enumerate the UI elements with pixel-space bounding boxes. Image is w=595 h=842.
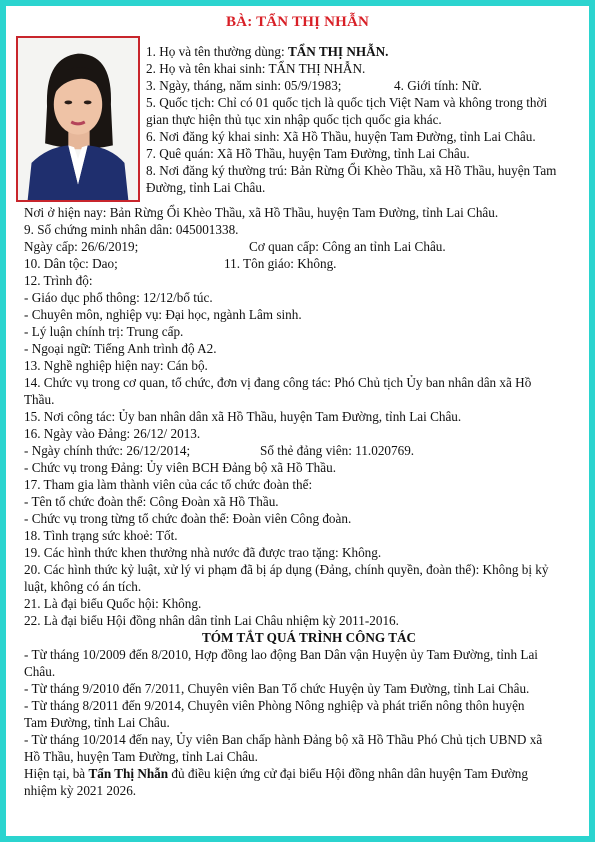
conclusion-line-b: nhiệm kỳ 2021 2026. [24, 783, 137, 798]
national-assembly: 21. Là đại biểu Quốc hội: Không. [24, 596, 202, 611]
current-residence: Nơi ở hiện nay: Bản Rừng Ổi Khèo Thầu, xã Hồ Thầu, huyện Tam Đường, tỉnh Lai Châu. [24, 205, 499, 220]
common-name-value: TẨN THỊ NHẪN. [287, 44, 389, 59]
common-name-label: 1. Họ và tên thường dùng: [146, 44, 288, 59]
page-title: BÀ: TẨN THỊ NHẪN [225, 14, 370, 30]
occupation: 13. Nghề nghiệp hiện nay: Cán bộ. [24, 358, 208, 373]
career-2: - Từ tháng 9/2010 đến 7/2011, Chuyên viên Ban Tổ chức Huyện ủy Tam Đường, tỉnh Lai Châu. [24, 681, 530, 696]
education-professional: - Chuyên môn, nghiệp vụ: Đại học, ngành Lâm sinh. [24, 307, 302, 322]
education-political: - Lý luận chính trị: Trung cấp. [24, 324, 184, 339]
line-5b: gian thực hiện thủ tục xin nhập quốc tịch quốc gia khác. [146, 112, 442, 127]
line-8b: Đường, tỉnh Lai Châu. [146, 180, 266, 195]
health-status: 18. Tình trạng sức khoẻ: Tốt. [24, 528, 178, 543]
conclusion-prefix: Hiện tại, bà [24, 766, 89, 781]
awards: 19. Các hình thức khen thưởng nhà nước đã được trao tặng: Không. [24, 545, 382, 560]
education-language: - Ngoại ngữ: Tiếng Anh trình độ A2. [24, 341, 217, 356]
id-number: 9. Số chứng minh nhân dân: 045001338. [24, 222, 239, 237]
line-5a: 5. Quốc tịch: Chỉ có 01 quốc tịch là quốc tịch Việt Nam và không trong thời [146, 95, 548, 110]
gender: 4. Giới tính: Nữ. [394, 78, 482, 93]
career-3b: Tam Đường, tỉnh Lai Châu. [24, 715, 170, 730]
party-join-date: 16. Ngày vào Đảng: 26/12/ 2013. [24, 426, 201, 441]
ethnicity-religion [24, 255, 594, 272]
career-1a: - Từ tháng 10/2009 đến 8/2010, Hợp đồng lao động Ban Dân vận Huyện ủy Tam Đường, tỉnh Lai [24, 647, 538, 662]
party-card-number: Số thẻ đảng viên: 11.020769. [260, 443, 415, 458]
birth-date: 3. Ngày, tháng, năm sinh: 05/9/1983; [146, 78, 342, 93]
ethnicity: 10. Dân tộc: Dao; [24, 256, 118, 271]
id-issue [24, 238, 594, 255]
line-6: 6. Nơi đăng ký khai sinh: Xã Hồ Thầu, huyện Tam Đường, tỉnh Lai Châu. [146, 129, 536, 144]
summary-title: TÓM TẮT QUÁ TRÌNH CÔNG TÁC [201, 630, 417, 645]
personal-info-body [24, 204, 594, 799]
party-official [24, 442, 594, 459]
conclusion-text: đủ điều kiện ứng cử đại biểu Hội đồng nhân dân huyện Tam Đường [168, 766, 528, 781]
official-date: - Ngày chính thức: 26/12/2014; [24, 443, 191, 458]
line-2: 2. Họ và tên khai sinh: TẨN THỊ NHẪN. [146, 61, 366, 76]
workplace: 15. Nơi công tác: Ủy ban nhân dân xã Hồ Thầu, huyện Tam Đường, tỉnh Lai Châu. [24, 409, 462, 424]
career-4a: - Từ tháng 10/2014 đến nay, Ủy viên Ban chấp hành Đảng bộ xã Hồ Thầu Phó Chủ tịch UBND xã [24, 732, 543, 747]
religion: 11. Tôn giáo: Không. [224, 256, 337, 271]
education-general: - Giáo dục phổ thông: 12/12/bổ túc. [24, 290, 213, 305]
line-7: 7. Quê quán: Xã Hồ Thầu, huyện Tam Đường, tỉnh Lai Châu. [146, 146, 470, 161]
position-line-b: Thầu. [24, 392, 55, 407]
personal-info-top [146, 43, 594, 196]
career-1b: Châu. [24, 664, 56, 679]
discipline-line-a: 20. Các hình thức kỷ luật, xử lý vi phạm đã bị áp dụng (Đảng, chính quyền, đoàn thể): Không bị kỷ [24, 562, 549, 577]
portrait-photo [16, 36, 140, 202]
line-1 [146, 43, 594, 60]
education-heading: 12. Trình độ: [24, 273, 93, 288]
discipline-line-b: luật, không có án tích. [24, 579, 142, 594]
career-3a: - Từ tháng 8/2011 đến 9/2014, Chuyên viên Phòng Nông nghiệp và phát triển nông thôn huyện [24, 698, 525, 713]
provincial-council: 22. Là đại biểu Hội đồng nhân dân tỉnh Lai Châu nhiệm kỳ 2011-2016. [24, 613, 399, 628]
portrait-image [18, 38, 138, 200]
issue-authority: Cơ quan cấp: Công an tỉnh Lai Châu. [249, 239, 446, 254]
line-3 [146, 77, 594, 94]
organization-role: - Chức vụ trong từng tổ chức đoàn thể: Đoàn viên Công đoàn. [24, 511, 352, 526]
organizations-heading: 17. Tham gia làm thành viên của các tổ chức đoàn thể: [24, 477, 313, 492]
line-8a: 8. Nơi đăng ký thường trú: Bản Rừng Ổi Khèo Thầu, xã Hồ Thầu, huyện Tam [146, 163, 557, 178]
conclusion-name: Tẩn Thị Nhẫn [88, 766, 169, 781]
conclusion-line-a [24, 765, 594, 782]
career-4b: Hồ Thầu, huyện Tam Đường, tỉnh Lai Châu. [24, 749, 258, 764]
organization-name: - Tên tổ chức đoàn thể: Công Đoàn xã Hồ Thầu. [24, 494, 279, 509]
party-position: - Chức vụ trong Đảng: Ủy viên BCH Đảng bộ xã Hồ Thầu. [24, 460, 337, 475]
position-line-a: 14. Chức vụ trong cơ quan, tổ chức, đơn vị đang công tác: Phó Chủ tịch Ủy ban nhân dân xã Hồ [24, 375, 532, 390]
issue-date: Ngày cấp: 26/6/2019; [24, 239, 139, 254]
